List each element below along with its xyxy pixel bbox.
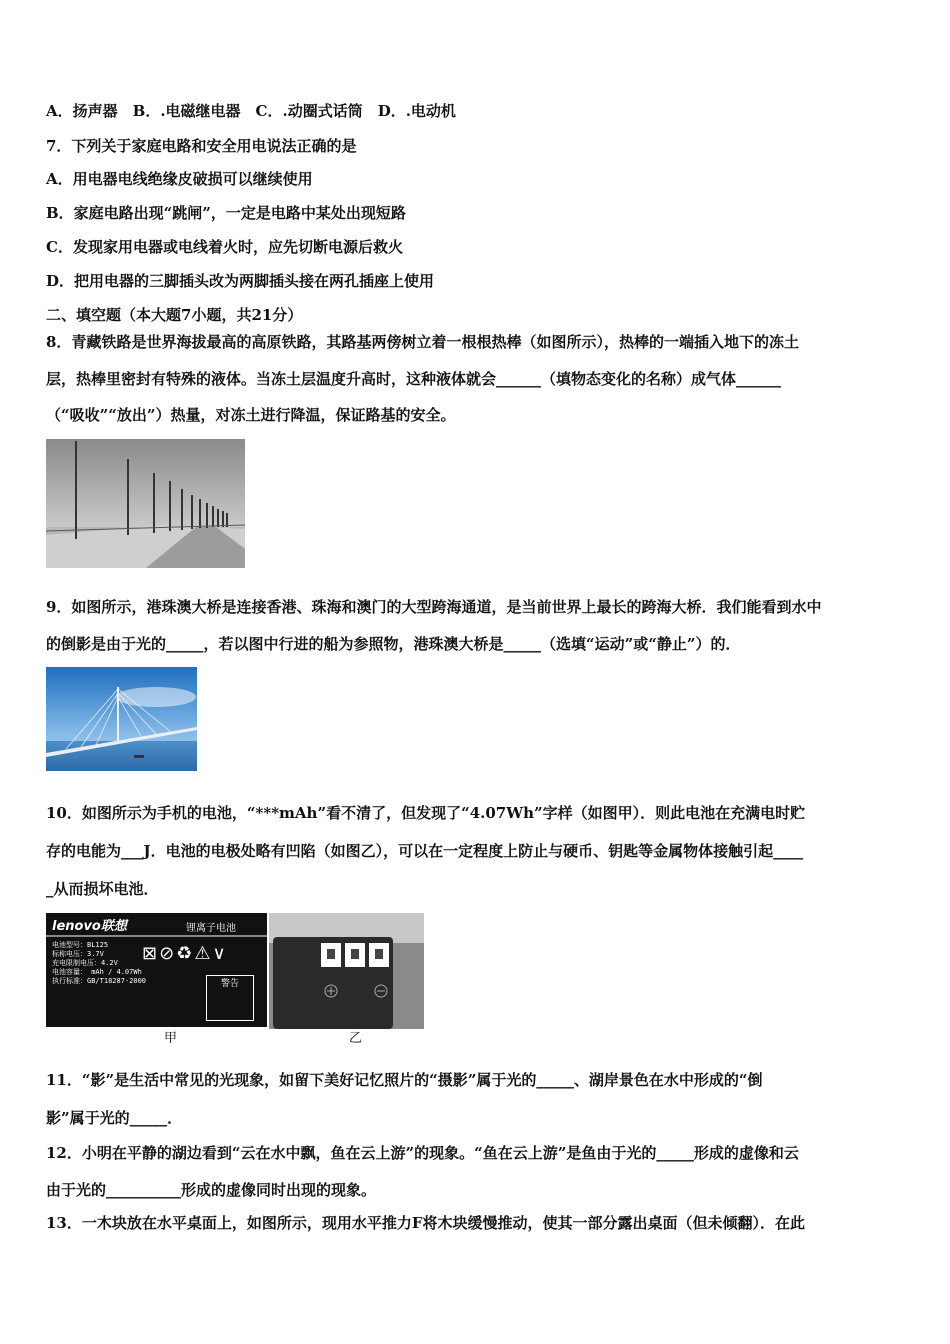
question-8-line3: （“吸收”“放出”）热量，对冻土进行降温，保证路基的安全。	[46, 406, 456, 424]
battery-warning-box	[206, 975, 254, 1021]
option-7a: A．用电器电线绝缘皮破损可以继续使用	[46, 170, 313, 188]
question-11-line1: 11．“影”是生活中常见的光现象，如留下美好记忆照片的“摄影”属于光的_____、湖岸景色在水中形成的“倒	[46, 1071, 763, 1089]
battery-safety-symbols	[142, 943, 228, 964]
battery-warning-title: 警告	[220, 979, 239, 989]
question-10-line2: 存的电能为___J．电池的电极处略有凹陷（如图乙），可以在一定程度上防止与硬币、钥匙等金属物体接触引起____	[46, 842, 804, 860]
hongkong-zhuhai-macao-bridge-image	[46, 667, 197, 771]
battery-spec-row: 电池型号：BL125	[52, 941, 109, 949]
question-11-line2: 影”属于光的_____．	[46, 1109, 183, 1127]
option-7c: C．发现家用电器或电线着火时，应先切断电源后救火	[46, 238, 403, 256]
question-10-line3: _从而损坏电池．	[46, 880, 159, 898]
battery-spec-rows	[52, 941, 146, 986]
prohibit-icon: ⊘	[159, 943, 177, 964]
warning-icon: ⚠	[194, 943, 213, 964]
railway-thermal-rods-image	[46, 439, 245, 568]
question-12-line1: 12．小明在平静的湖边看到“云在水中飘，鱼在云上游”的现象。“鱼在云上游”是鱼由于光的_____形成的虚像和云	[46, 1144, 799, 1162]
v-mark-icon: ∨	[212, 943, 228, 964]
battery-label-figure-a	[46, 913, 267, 1043]
question-9-line1: 9．如图所示，港珠澳大桥是连接香港、珠海和澳门的大型跨海通道，是当前世界上最长的跨海大桥．我们能看到水中	[46, 598, 822, 616]
question-8-line2: 层，热棒里密封有特殊的液体。当冻土层温度升高时，这种液体就会______（填物态变化的名称）成气体______	[46, 370, 782, 388]
figure-label-b: 乙	[349, 1031, 363, 1043]
question-8-line1: 8．青藏铁路是世界海拔最高的高原铁路，其路基两傍树立着一根根热棒（如图所示），热棒的一端插入地下的冻土	[46, 333, 799, 351]
question-9-line2: 的倒影是由于光的_____，若以图中行进的船为参照物，港珠澳大桥是_____（选填“运动”或“静止”）的．	[46, 635, 741, 653]
section-heading: 二、填空题（本大题7小题，共21分）	[46, 306, 303, 324]
option-7d: D．把用电器的三脚插头改为两脚插头接在两孔插座上使用	[46, 272, 435, 290]
crossed-bin-icon: ⊠	[142, 943, 160, 964]
battery-spec-row: 电池容量： mAh / 4.07Wh	[52, 968, 142, 976]
options-line-q6: A．扬声器 B．.电磁继电器 C．.动圈式话筒 D．.电动机	[46, 102, 456, 120]
battery-brand: lenovo联想	[52, 919, 127, 934]
battery-label-panel	[46, 913, 267, 1027]
battery-spec-row: 执行标准：GB/T18287-2000	[52, 977, 147, 985]
battery-terminal-figure-b	[269, 913, 424, 1043]
question-12-line2: 由于光的__________形成的虚像同时出现的现象。	[46, 1181, 377, 1199]
recycle-icon: ♻	[176, 943, 195, 964]
figure-label-a: 甲	[164, 1031, 178, 1043]
question-7: 7．下列关于家庭电路和安全用电说法正确的是	[46, 137, 357, 155]
question-10-line1: 10．如图所示为手机的电池，“***mAh”看不清了，但发现了“4.07Wh”字样（如图甲）．则此电池在充满电时贮	[46, 804, 806, 822]
battery-spec-row: 充电限制电压：4.2V	[52, 959, 118, 967]
battery-divider	[46, 935, 267, 937]
battery-spec-row: 标称电压：3.7V	[52, 950, 104, 958]
question-13-line1: 13．一木块放在水平桌面上，如图所示，现用水平推力F将木块缓慢推动，使其一部分露出桌面（但未倾翻）．在此	[46, 1214, 806, 1232]
option-7b: B．家庭电路出现“跳闸”，一定是电路中某处出现短路	[46, 204, 406, 222]
battery-type: 锂离子电池	[186, 923, 236, 934]
